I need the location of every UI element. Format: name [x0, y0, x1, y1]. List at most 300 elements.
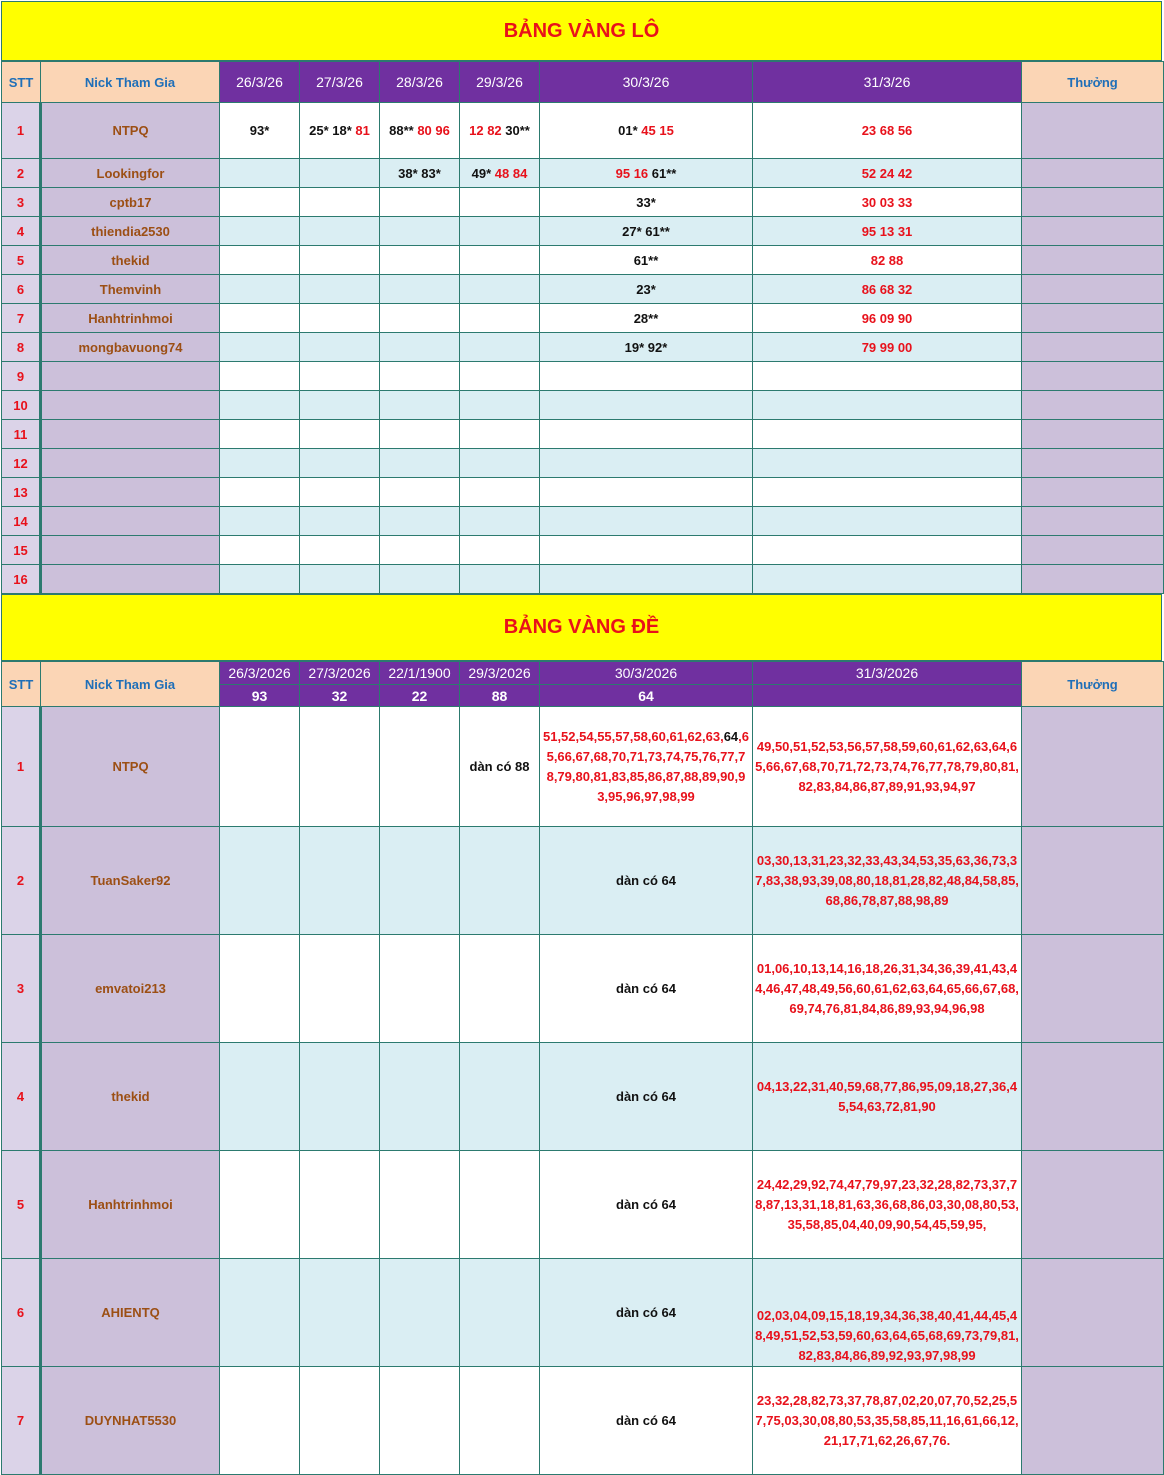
- lo-row-thuong: [1022, 420, 1164, 449]
- lo-header-date: 30/3/26: [540, 62, 753, 103]
- lo-day-cell: [460, 391, 540, 420]
- lo-header-date: 26/3/26: [220, 62, 300, 103]
- lo-day-cell: [460, 304, 540, 333]
- lo-row-stt: 14: [2, 507, 41, 536]
- de-row-stt: 5: [2, 1151, 41, 1259]
- lo-header-thuong: Thưởng: [1022, 62, 1164, 103]
- lo-day-cell: [540, 275, 753, 304]
- lo-table-row: [2, 304, 1164, 333]
- number-entry: ,65,66,67,68,70,71,73,74,75,76,77,78,79,80,81,83,85,86,87,88,89,90,93,95,96,97,98,99: [546, 728, 750, 804]
- lo-table-row: [2, 275, 1164, 304]
- lo-row-nick: thiendia2530: [41, 217, 220, 246]
- lo-table-row: [2, 333, 1164, 362]
- de-row-stt: 6: [2, 1259, 41, 1367]
- lo-day-cell: [540, 420, 753, 449]
- de-header-thuong: Thưởng: [1022, 662, 1164, 707]
- de-day-cell: [380, 1151, 460, 1259]
- number-entry: 02,03,04,09,15,18,19,34,36,38,40,41,44,45,48,49,51,52,53,59,60,63,64,65,68,69,73,79,81,82,83,84,86,89,92,93,97,98,99: [755, 1307, 1019, 1363]
- de-header-row: [2, 662, 1164, 685]
- number-entry: 33*: [636, 194, 656, 210]
- number-entry: 96 09 90: [861, 310, 913, 326]
- lo-row-stt: 1: [2, 103, 41, 159]
- lo-day-cell: [220, 246, 300, 275]
- number-entry: dàn có 64: [616, 1413, 676, 1428]
- de-result: 32: [300, 685, 380, 707]
- de-header-date: 26/3/2026: [220, 662, 300, 685]
- lo-day-cell: [300, 246, 380, 275]
- lo-row-stt: 12: [2, 449, 41, 478]
- lo-day-cell: [460, 275, 540, 304]
- lo-day-cell: [540, 217, 753, 246]
- number-entry: 52 24 42: [861, 165, 913, 181]
- number-entry: 82 88: [870, 252, 904, 268]
- de-day-cell: [460, 935, 540, 1043]
- lo-row-nick: [41, 362, 220, 391]
- number-entry: 01,06,10,13,14,16,18,26,31,34,36,39,41,43,44,46,47,48,49,56,60,61,62,63,64,65,66,67,68,69,74,76,81,84,86,89,93,94,96,98: [755, 960, 1019, 1016]
- de-table-row: [2, 1043, 1164, 1151]
- de-day-cell: [220, 1151, 300, 1259]
- lo-day-cell: [540, 391, 753, 420]
- lo-day-cell: [540, 449, 753, 478]
- lo-day-cell: [753, 275, 1022, 304]
- lo-day-cell: [220, 103, 300, 159]
- lo-day-cell: [380, 333, 460, 362]
- number-entry: 01*: [618, 123, 642, 138]
- lo-header-row: [2, 62, 1164, 103]
- de-day-cell: [540, 1043, 753, 1151]
- lo-day-cell: [460, 333, 540, 362]
- lo-day-cell: [380, 420, 460, 449]
- de-row-stt: 3: [2, 935, 41, 1043]
- lo-table-row: [2, 391, 1164, 420]
- lo-row-thuong: [1022, 565, 1164, 594]
- lo-day-cell: [300, 217, 380, 246]
- lo-row-stt: 6: [2, 275, 41, 304]
- lo-day-cell: [380, 275, 460, 304]
- de-day-cell: [753, 1259, 1022, 1367]
- lo-day-cell: [300, 362, 380, 391]
- number-entry: 30**: [505, 123, 530, 138]
- lo-table-row: [2, 188, 1164, 217]
- lo-day-cell: [380, 565, 460, 594]
- number-entry: 95 16: [615, 165, 652, 181]
- de-day-cell: [753, 1367, 1022, 1475]
- lo-day-cell: [753, 449, 1022, 478]
- de-day-cell: [220, 1043, 300, 1151]
- lo-day-cell: [300, 449, 380, 478]
- lo-row-stt: 13: [2, 478, 41, 507]
- lo-day-cell: [460, 420, 540, 449]
- lo-day-cell: [753, 420, 1022, 449]
- lo-day-cell: [753, 159, 1022, 188]
- de-row-nick: emvatoi213: [41, 935, 220, 1043]
- de-day-cell: [300, 1043, 380, 1151]
- de-day-cell: [220, 1259, 300, 1367]
- lo-day-cell: [460, 536, 540, 565]
- de-day-cell: [380, 1259, 460, 1367]
- de-day-cell: [300, 1259, 380, 1367]
- de-row-thuong: [1022, 1367, 1164, 1475]
- de-row-nick: thekid: [41, 1043, 220, 1151]
- de-day-cell: [300, 935, 380, 1043]
- de-header-stt: STT: [2, 662, 41, 707]
- de-table-row: [2, 1367, 1164, 1475]
- lo-table: [1, 61, 1164, 594]
- lo-row-thuong: [1022, 536, 1164, 565]
- de-day-cell: [540, 1151, 753, 1259]
- lo-row-nick: [41, 420, 220, 449]
- number-entry: 64: [723, 728, 739, 744]
- number-entry: 80 96: [417, 123, 450, 138]
- number-entry: dàn có 64: [616, 1305, 676, 1320]
- lo-day-cell: [753, 188, 1022, 217]
- lo-row-nick: [41, 449, 220, 478]
- lo-day-cell: [220, 507, 300, 536]
- lo-day-cell: [753, 536, 1022, 565]
- number-entry: 86 68 32: [861, 281, 913, 297]
- lo-table-row: [2, 478, 1164, 507]
- de-row-thuong: [1022, 1151, 1164, 1259]
- lo-row-stt: 5: [2, 246, 41, 275]
- lo-day-cell: [753, 362, 1022, 391]
- number-entry: dàn có 64: [616, 981, 676, 996]
- lo-row-thuong: [1022, 275, 1164, 304]
- number-entry: 88**: [389, 123, 418, 138]
- lo-day-cell: [753, 246, 1022, 275]
- lo-header-nick: Nick Tham Gia: [41, 62, 220, 103]
- de-day-cell: [220, 935, 300, 1043]
- de-result: 88: [460, 685, 540, 707]
- de-day-cell: [460, 707, 540, 827]
- lo-day-cell: [753, 103, 1022, 159]
- lo-day-cell: [380, 391, 460, 420]
- lo-row-stt: 16: [2, 565, 41, 594]
- lo-day-cell: [300, 536, 380, 565]
- lo-header-stt: STT: [2, 62, 41, 103]
- de-day-cell: [300, 1367, 380, 1475]
- number-entry: 79 99 00: [861, 339, 913, 355]
- number-entry: 23*: [636, 281, 656, 297]
- de-day-cell: [540, 1259, 753, 1367]
- lo-row-stt: 4: [2, 217, 41, 246]
- de-table: [1, 661, 1164, 1475]
- de-row-stt: 2: [2, 827, 41, 935]
- lo-row-stt: 3: [2, 188, 41, 217]
- lo-row-nick: [41, 565, 220, 594]
- lo-row-thuong: [1022, 159, 1164, 188]
- lo-day-cell: [300, 159, 380, 188]
- de-result: 22: [380, 685, 460, 707]
- lo-day-cell: [220, 217, 300, 246]
- number-entry: 61**: [651, 165, 677, 181]
- de-row-nick: AHIENTQ: [41, 1259, 220, 1367]
- lo-title: BẢNG VÀNG LÔ: [503, 19, 660, 42]
- de-row-thuong: [1022, 827, 1164, 935]
- de-day-cell: [540, 707, 753, 827]
- lo-row-stt: 7: [2, 304, 41, 333]
- lo-day-cell: [753, 304, 1022, 333]
- number-entry: 38* 83*: [398, 165, 441, 181]
- number-entry: 25* 18*: [309, 123, 356, 138]
- lo-table-row: [2, 507, 1164, 536]
- number-entry: 48 84: [494, 165, 528, 181]
- lo-day-cell: [753, 565, 1022, 594]
- lo-day-cell: [753, 391, 1022, 420]
- lo-row-stt: 10: [2, 391, 41, 420]
- lo-day-cell: [220, 304, 300, 333]
- lo-day-cell: [380, 159, 460, 188]
- lo-row-thuong: [1022, 246, 1164, 275]
- lo-day-cell: [380, 507, 460, 536]
- lo-day-cell: [540, 103, 753, 159]
- de-day-cell: [460, 1151, 540, 1259]
- number-entry: 49*: [471, 165, 495, 181]
- lo-row-nick: NTPQ: [41, 103, 220, 159]
- lo-day-cell: [753, 507, 1022, 536]
- de-title: BẢNG VÀNG ĐỀ: [503, 616, 660, 638]
- lo-row-stt: 2: [2, 159, 41, 188]
- lo-day-cell: [220, 536, 300, 565]
- lo-row-stt: 11: [2, 420, 41, 449]
- lo-day-cell: [220, 565, 300, 594]
- number-entry: dàn có 88: [469, 759, 530, 774]
- lo-day-cell: [540, 565, 753, 594]
- lo-day-cell: [380, 188, 460, 217]
- de-row-thuong: [1022, 1259, 1164, 1367]
- lo-row-thuong: [1022, 304, 1164, 333]
- lo-day-cell: [460, 103, 540, 159]
- lo-row-thuong: [1022, 507, 1164, 536]
- lo-row-thuong: [1022, 391, 1164, 420]
- lo-day-cell: [540, 536, 753, 565]
- lo-day-cell: [380, 246, 460, 275]
- lo-table-row: [2, 246, 1164, 275]
- lo-row-nick: [41, 478, 220, 507]
- de-day-cell: [300, 707, 380, 827]
- lo-row-thuong: [1022, 333, 1164, 362]
- lo-row-nick: Themvinh: [41, 275, 220, 304]
- lo-day-cell: [460, 159, 540, 188]
- de-day-cell: [540, 935, 753, 1043]
- lo-day-cell: [300, 275, 380, 304]
- lo-table-row: [2, 362, 1164, 391]
- lo-day-cell: [220, 391, 300, 420]
- lo-day-cell: [300, 304, 380, 333]
- lo-row-thuong: [1022, 449, 1164, 478]
- lo-day-cell: [540, 188, 753, 217]
- de-day-cell: [380, 707, 460, 827]
- de-day-cell: [380, 1043, 460, 1151]
- lo-table-row: [2, 536, 1164, 565]
- lo-day-cell: [460, 565, 540, 594]
- lo-day-cell: [300, 420, 380, 449]
- de-table-row: [2, 935, 1164, 1043]
- de-row-nick: TuanSaker92: [41, 827, 220, 935]
- lo-day-cell: [380, 304, 460, 333]
- number-entry: 81: [355, 123, 370, 138]
- lo-day-cell: [540, 304, 753, 333]
- de-day-cell: [460, 1367, 540, 1475]
- de-day-cell: [380, 1367, 460, 1475]
- lo-day-cell: [220, 362, 300, 391]
- lo-day-cell: [380, 478, 460, 507]
- number-entry: 12 82: [469, 123, 506, 138]
- lo-day-cell: [540, 362, 753, 391]
- number-entry: 23,32,28,82,73,37,78,87,02,20,07,70,52,25,57,75,03,30,08,80,53,35,58,85,11,16,61,66,12,21,17,71,62,26,67,76.: [755, 1392, 1019, 1448]
- number-entry: 30 03 33: [861, 194, 913, 210]
- de-table-row: [2, 1151, 1164, 1259]
- de-header-date: 30/3/2026: [540, 662, 753, 685]
- lo-day-cell: [300, 103, 380, 159]
- lo-row-nick: Hanhtrinhmoi: [41, 304, 220, 333]
- number-entry: 95 13 31: [861, 223, 913, 239]
- number-entry: 24,42,29,92,74,47,79,97,23,32,28,82,73,37,78,87,13,31,18,81,63,36,68,86,03,30,08,80,53,35,58,85,04,40,09,90,54,45,59,95,: [755, 1176, 1019, 1232]
- number-entry: 23 68 56: [861, 123, 913, 138]
- de-day-cell: [753, 1151, 1022, 1259]
- number-entry: 04,13,22,31,40,59,68,77,86,95,09,18,27,36,45,54,63,72,81,90: [756, 1078, 1018, 1114]
- de-row-nick: NTPQ: [41, 707, 220, 827]
- lo-day-cell: [300, 478, 380, 507]
- de-row-stt: 7: [2, 1367, 41, 1475]
- de-day-cell: [753, 827, 1022, 935]
- lo-header-date: 28/3/26: [380, 62, 460, 103]
- number-entry: dàn có 64: [616, 873, 676, 888]
- lo-day-cell: [380, 536, 460, 565]
- de-row-nick: Hanhtrinhmoi: [41, 1151, 220, 1259]
- de-row-nick: DUYNHAT5530: [41, 1367, 220, 1475]
- lo-row-thuong: [1022, 478, 1164, 507]
- lo-day-cell: [220, 449, 300, 478]
- de-row-stt: 4: [2, 1043, 41, 1151]
- lo-day-cell: [220, 333, 300, 362]
- lo-day-cell: [460, 449, 540, 478]
- lo-day-cell: [220, 159, 300, 188]
- lo-day-cell: [220, 420, 300, 449]
- lo-row-stt: 9: [2, 362, 41, 391]
- de-day-cell: [540, 827, 753, 935]
- de-table-row: [2, 827, 1164, 935]
- de-day-cell: [753, 935, 1022, 1043]
- number-entry: 49,50,51,52,53,56,57,58,59,60,61,62,63,64,65,66,67,68,70,71,72,73,74,76,77,78,79,80,81,82,83,84,86,87,89,91,93,94,97: [755, 738, 1019, 794]
- de-day-cell: [540, 1367, 753, 1475]
- lo-row-nick: mongbavuong74: [41, 333, 220, 362]
- de-day-cell: [460, 1259, 540, 1367]
- lo-day-cell: [380, 103, 460, 159]
- lo-header-date: 27/3/26: [300, 62, 380, 103]
- de-table-row: [2, 1259, 1164, 1367]
- de-table-row: [2, 707, 1164, 827]
- lo-day-cell: [300, 565, 380, 594]
- number-entry: 03,30,13,31,23,32,33,43,34,53,35,63,36,73,37,83,38,93,39,08,80,18,81,28,82,48,84,58,85,68,86,78,87,88,98,89: [755, 852, 1019, 908]
- lo-day-cell: [753, 333, 1022, 362]
- lo-day-cell: [540, 246, 753, 275]
- lo-row-thuong: [1022, 188, 1164, 217]
- lo-row-stt: 15: [2, 536, 41, 565]
- de-day-cell: [220, 827, 300, 935]
- lo-day-cell: [380, 217, 460, 246]
- lo-title-banner: [1, 1, 1162, 61]
- lo-row-nick: Lookingfor: [41, 159, 220, 188]
- lo-row-thuong: [1022, 217, 1164, 246]
- lo-day-cell: [460, 362, 540, 391]
- de-day-cell: [300, 827, 380, 935]
- lo-row-thuong: [1022, 362, 1164, 391]
- lo-day-cell: [540, 478, 753, 507]
- de-row-stt: 1: [2, 707, 41, 827]
- lo-table-row: [2, 420, 1164, 449]
- lo-day-cell: [220, 478, 300, 507]
- de-row-thuong: [1022, 1043, 1164, 1151]
- number-entry: 27* 61**: [622, 223, 670, 239]
- lo-day-cell: [300, 333, 380, 362]
- lo-day-cell: [300, 188, 380, 217]
- lo-table-row: [2, 159, 1164, 188]
- de-result: 93: [220, 685, 300, 707]
- lo-day-cell: [460, 217, 540, 246]
- number-entry: 19* 92*: [624, 339, 668, 355]
- de-day-cell: [220, 707, 300, 827]
- lo-day-cell: [380, 362, 460, 391]
- de-result: 64: [540, 685, 753, 707]
- lo-day-cell: [753, 478, 1022, 507]
- de-header-date: 22/1/1900: [380, 662, 460, 685]
- de-day-cell: [220, 1367, 300, 1475]
- lo-row-nick: [41, 391, 220, 420]
- lo-day-cell: [300, 507, 380, 536]
- number-entry: dàn có 64: [616, 1197, 676, 1212]
- lo-day-cell: [380, 449, 460, 478]
- lo-row-nick: [41, 536, 220, 565]
- de-day-cell: [460, 1043, 540, 1151]
- lo-day-cell: [540, 507, 753, 536]
- de-header-date: 29/3/2026: [460, 662, 540, 685]
- number-entry: 51,52,54,55,57,58,60,61,62,63,: [542, 728, 724, 744]
- lo-row-nick: cptb17: [41, 188, 220, 217]
- de-row-thuong: [1022, 707, 1164, 827]
- lo-header-date: 29/3/26: [460, 62, 540, 103]
- number-entry: 45 15: [641, 123, 674, 138]
- de-day-cell: [300, 1151, 380, 1259]
- lo-header-date: 31/3/26: [753, 62, 1022, 103]
- de-title-banner: [1, 594, 1162, 661]
- lo-row-thuong: [1022, 103, 1164, 159]
- lo-day-cell: [460, 478, 540, 507]
- number-entry: dàn có 64: [616, 1089, 676, 1104]
- de-row-thuong: [1022, 935, 1164, 1043]
- de-day-cell: [753, 1043, 1022, 1151]
- de-header-date: 31/3/2026: [753, 662, 1022, 685]
- lo-day-cell: [220, 188, 300, 217]
- de-result: [753, 685, 1022, 707]
- lo-day-cell: [753, 217, 1022, 246]
- de-day-cell: [380, 827, 460, 935]
- de-header-nick: Nick Tham Gia: [41, 662, 220, 707]
- de-day-cell: [380, 935, 460, 1043]
- lo-row-nick: [41, 507, 220, 536]
- lo-table-row: [2, 103, 1164, 159]
- de-day-cell: [753, 707, 1022, 827]
- lo-table-row: [2, 565, 1164, 594]
- lo-day-cell: [460, 246, 540, 275]
- de-day-cell: [460, 827, 540, 935]
- lo-table-row: [2, 217, 1164, 246]
- number-entry: 61**: [633, 252, 659, 268]
- de-header-date: 27/3/2026: [300, 662, 380, 685]
- lo-day-cell: [460, 188, 540, 217]
- lo-day-cell: [300, 391, 380, 420]
- lo-day-cell: [460, 507, 540, 536]
- number-entry: 28**: [633, 310, 659, 326]
